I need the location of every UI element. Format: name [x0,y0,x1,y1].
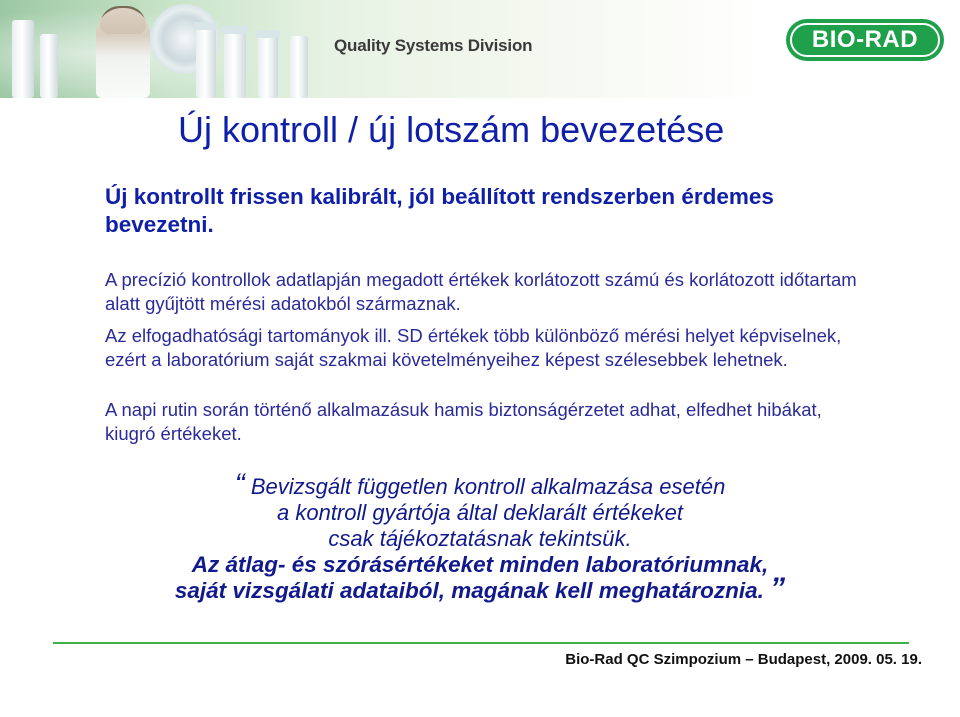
logo-text: BIO-RAD [811,26,919,53]
bio-rad-logo [786,19,944,61]
quote-bold-line: Az átlag- és szórásértékeket minden laboratóriumnak, [191,552,769,577]
quote-bold-text: saját vizsgálati adataiból, magának kell meghatároznia. [174,578,764,603]
paragraph-precision: A precízió kontrollok adatlapján megadott értékek korlátozott számú és korlátozott időtartam alatt gyűjtött mérési adatokból származnak. [105,269,857,314]
quote-line: csak tájékoztatásnak tekintsük. [328,526,632,551]
quote-line: a kontroll gyártója által deklarált értékeket [277,500,683,525]
footer-text: Bio-Rad QC Szimpozium – Budapest, 2009. 05. 19. [565,651,922,668]
quote-line [90,468,870,501]
open-quote-mark: “ [234,468,245,501]
division-name: Quality Systems Division [334,36,533,55]
paragraph-ranges: Az elfogadhatósági tartományok ill. SD értékek több különböző mérési helyet képviselnek, ezért a laboratórium saját szakmai követelményeihez képest szélesebbek lehetnek. [105,325,842,370]
close-quote-mark: ” [770,572,786,605]
footer-divider [53,642,909,644]
paragraph-routine: A napi rutin során történő alkalmazásuk hamis biztonságérzetet adhat, elfedhet hibákat, kiugró értékeket. [105,399,822,444]
quote-text: Bevizsgált független kontroll alkalmazása esetén [250,474,726,499]
quote-block [90,468,870,605]
slide-title: Új kontroll / új lotszám bevezetése [178,109,725,150]
lab-photo [0,0,318,98]
header-banner [0,0,960,98]
lead-statement: Új kontrollt frissen kalibrált, jól beállított rendszerben érdemes bevezetni. [105,184,774,237]
quote-bold-line [90,572,870,605]
